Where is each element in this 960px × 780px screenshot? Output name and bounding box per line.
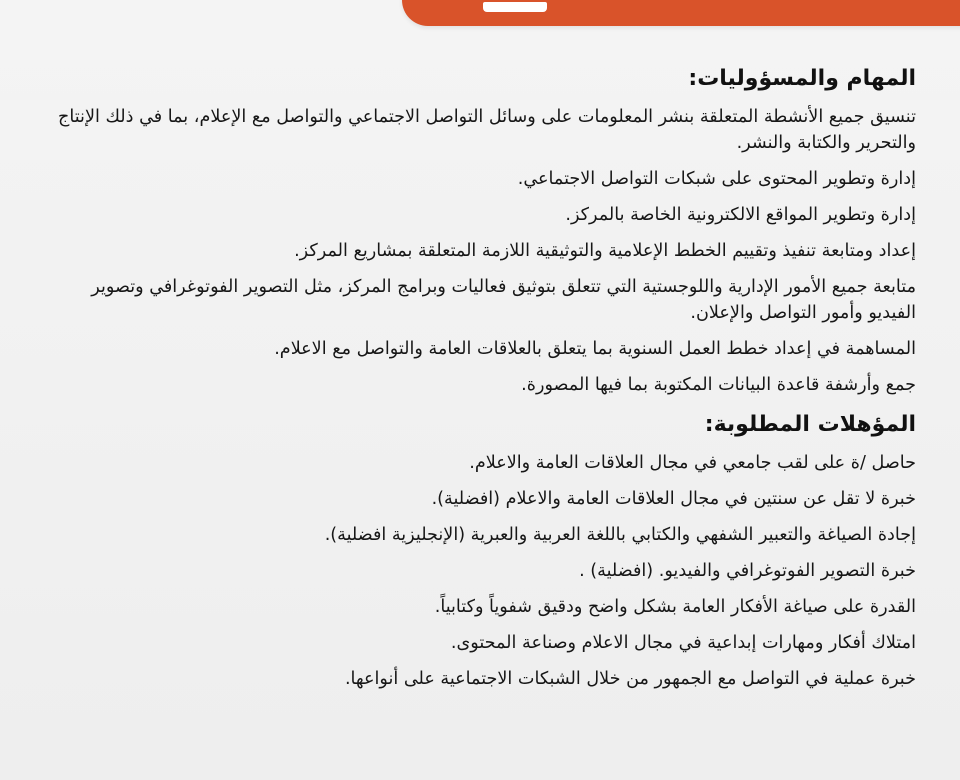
job-description [46,62,916,702]
qualification-item: خبرة التصوير الفوتوغرافي والفيديو. (افضلية) . [579,561,916,581]
responsibilities-heading: المهام والمسؤوليات: [688,66,916,91]
responsibility-item: المساهمة في إعداد خطط العمل السنوية بما يتعلق بالعلاقات العامة والتواصل مع الاعلام. [274,339,916,359]
responsibility-item: إدارة وتطوير المحتوى على شبكات التواصل الاجتماعي. [517,169,916,189]
qualification-item: القدرة على صياغة الأفكار العامة بشكل واضح ودقيق شفوياً وكتابياً. [434,597,916,617]
qualification-item: خبرة لا تقل عن سنتين في مجال العلاقات العامة والاعلام (افضلية). [431,489,916,509]
responsibilities-list [46,104,916,398]
responsibility-item: إدارة وتطوير المواقع الالكترونية الخاصة بالمركز. [565,205,916,225]
qualification-item: إجادة الصياغة والتعبير الشفهي والكتابي باللغة العربية والعبرية (الإنجليزية افضلية). [324,525,916,545]
qualification-item: حاصل /ة على لقب جامعي في مجال العلاقات العامة والاعلام. [469,453,916,473]
qualifications-section [46,408,916,692]
qualification-item: امتلاك أفكار ومهارات إبداعية في مجال الاعلام وصناعة المحتوى. [450,633,916,653]
qualification-item: خبرة عملية في التواصل مع الجمهور من خلال الشبكات الاجتماعية على أنواعها. [344,669,916,689]
responsibility-item: تنسيق جميع الأنشطة المتعلقة بنشر المعلومات على وسائل التواصل الاجتماعي والتواصل مع الإعلام، بما في ذلك الإنتاج والتحرير والكتابة والنشر. [58,107,916,153]
banner-title-fragment [483,2,547,12]
qualifications-heading: المؤهلات المطلوبة: [704,412,916,437]
responsibilities-section [46,62,916,398]
qualifications-list [46,450,916,692]
responsibility-item: إعداد ومتابعة تنفيذ وتقييم الخطط الإعلامية والتوثيقية اللازمة المتعلقة بمشاريع المركز. [294,241,916,261]
responsibility-item: جمع وأرشفة قاعدة البيانات المكتوبة بما فيها المصورة. [521,375,916,395]
responsibility-item: متابعة جميع الأمور الإدارية واللوجستية التي تتعلق بتوثيق فعاليات وبرامج المركز، مثل التصوير الفوتوغرافي وتصوير الفيديو وأمور التواصل والإعلان. [91,277,916,323]
